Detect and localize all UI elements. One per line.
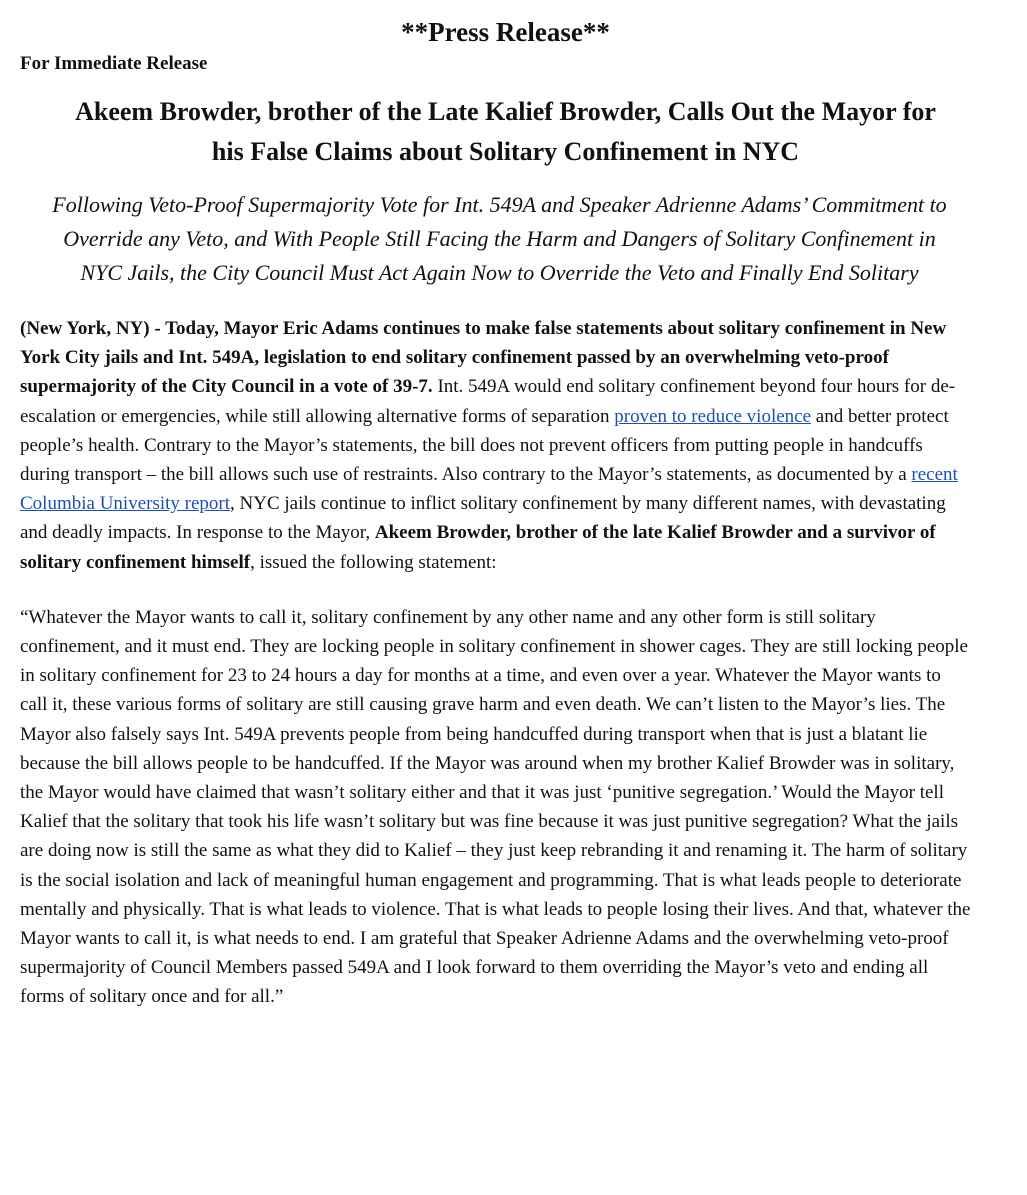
intro-text-c: , NYC jails continue to inflict solitary confinement by many different names, with devastating and deadly impacts. In response to the Mayor, bbox=[20, 493, 946, 544]
statement-quote-paragraph: “Whatever the Mayor wants to call it, solitary confinement by any other name and any other form is still solitary confinement, and it must end. They are locking people in solitary confinement in shower cages. They are still locking people in solitary confinement for 23 to 24 hours a day for months at a time, and even over a year. Whatever the Mayor wants to call it, these various forms of solitary are still causing grave harm and even death. We can’t listen to the Mayor’s lies. The Mayor also falsely says Int. 549A prevents people from being handcuffed during transport when that is just a blatant lie because the bill allows people to be handcuffed. If the Mayor was around when my brother Kalief Browder was in solitary, the Mayor would have claimed that wasn’t solitary either and that it was just ‘punitive segregation.’ Would the Mayor tell Kalief that the solitary that took his life wasn’t solitary but was fine because it was just punitive segregation? What the jails are doing now is still the same as what they did to Kalief – they just keep rebranding it and renaming it. The harm of solitary is the social isolation and lack of meaningful human engagement and programming. That is what leads people to deteriorate mentally and physically. That is what leads to violence. That is what leads to people losing their lives. And that, whatever the Mayor wants to call it, is what needs to end. I am grateful that Speaker Adrienne Adams and the overwhelming veto-proof supermajority of Council Members passed 549A and I look forward to them overriding the Mayor’s veto and ending all forms of solitary once and for all.” bbox=[20, 606, 971, 1008]
press-release-label: **Press Release** bbox=[401, 17, 610, 47]
intro-text-b: and better protect people’s health. Contrary to the Mayor’s statements, the bill does not prevent officers from putting people in handcuffs during transport – the bill allows such use of restraints. Also contrary to the Mayor’s statements, as documented by a bbox=[20, 405, 949, 486]
intro-bold-attribution: Akeem Browder, brother of the late Kalief Browder and a survivor of solitary confinement himself bbox=[20, 522, 936, 573]
proven-to-reduce-violence-link[interactable]: proven to reduce violence bbox=[614, 405, 812, 427]
intro-lead-bold: (New York, NY) - Today, Mayor Eric Adams continues to make false statements about solitary confinement in New York City jails and Int. 549A, legislation to end solitary confinement passed by an overwhelming veto-proof supermajority of the City Council in a vote of 39-7. bbox=[20, 318, 947, 398]
subheadline: Following Veto-Proof Supermajority Vote for Int. 549A and Speaker Adrienne Adams’ Commitment to Override any Veto, and With People Still Facing the Harm and Dangers of Solitary Confinement in NYC Jails, the City Council Must Act Again Now to Override the Veto and Finally End Solitary bbox=[52, 192, 947, 285]
intro-text-d: , issued the following statement: bbox=[250, 551, 497, 573]
immediate-release-note: For Immediate Release bbox=[20, 53, 208, 74]
headline: Akeem Browder, brother of the Late Kalief Browder, Calls Out the Mayor for his False Claims about Solitary Confinement in NYC bbox=[75, 97, 936, 166]
intro-paragraph bbox=[20, 314, 971, 577]
columbia-report-link[interactable]: recent Columbia University report bbox=[20, 464, 958, 515]
intro-text-a: Int. 549A would end solitary confinement beyond four hours for de-escalation or emergencies, while still allowing alternative forms of separation bbox=[20, 376, 956, 427]
